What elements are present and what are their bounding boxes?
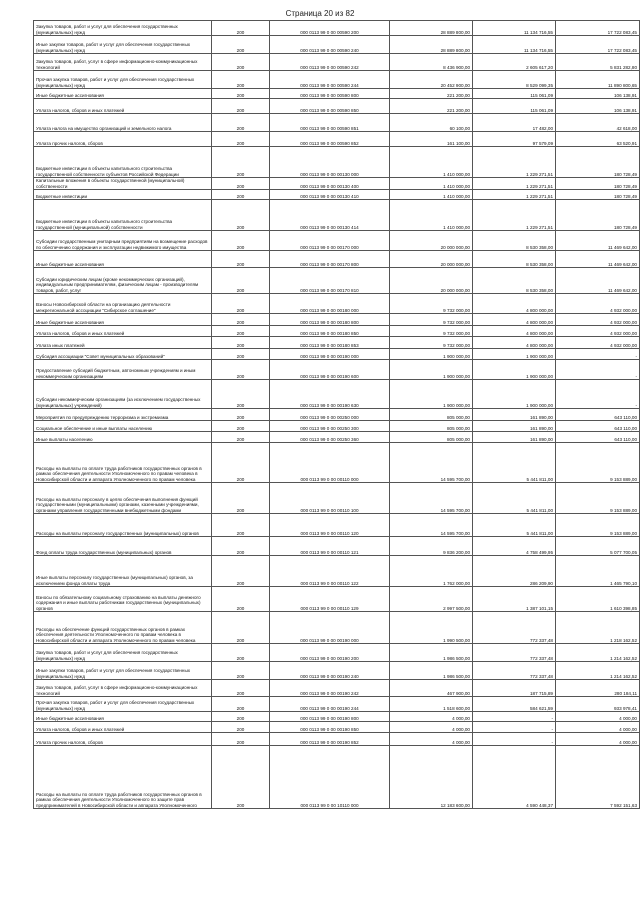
table-row [34,268,640,294]
expense-name-cell: Взносы по обязательному социальному страхованию на выплаты денежного содержания и иные выплаты работникам государственных (муниципальных) органов [34,587,212,612]
table-row [34,147,640,178]
table-row [34,443,640,483]
table-row [34,712,640,722]
line-code-cell: 200 [212,556,270,587]
executed-amount-cell: 772 337,48 [473,662,556,680]
budget-class-code-cell: 000 0113 99 0 00 10110 000 [270,746,390,809]
executed-amount-cell: 772 337,48 [473,644,556,662]
approved-amount-cell: 1 900 000,00 [390,349,473,360]
expense-name-cell: Закупка товаров, работ и услуг для обеспечения государственных (муниципальных) нужд [34,644,212,662]
executed-amount-cell: 584 621,59 [473,697,556,712]
remaining-amount-cell: 933 978,41 [556,697,640,712]
approved-amount-cell: 1 410 000,00 [390,200,473,231]
approved-amount-cell: 28 889 800,00 [390,21,473,36]
executed-amount-cell: 1 900 000,00 [473,349,556,360]
table-row [34,483,640,514]
remaining-amount-cell: 17 722 083,45 [556,21,640,36]
budget-class-code-cell: 000 0113 99 0 00 00590 242 [270,54,390,71]
budget-class-code-cell: 000 0113 99 0 00 00190 240 [270,662,390,680]
page-header: Страница 20 из 82 [285,9,355,18]
line-code-cell: 200 [212,421,270,432]
budget-class-code-cell: 000 0113 99 0 00 00590 851 [270,114,390,132]
remaining-amount-cell: 1 465 790,10 [556,556,640,587]
expense-name-cell: Уплата прочих налогов, сборов [34,733,212,746]
expense-name-cell: Фонд оплаты труда государственных (муниципальных) органов [34,537,212,556]
table-body [34,21,640,809]
line-code-cell: 200 [212,251,270,268]
executed-amount-cell: 11 134 716,55 [473,21,556,36]
line-code-cell: 200 [212,587,270,612]
approved-amount-cell: 1 410 000,00 [390,190,473,200]
expense-name-cell: Субсидии юридическим лицам (кроме некоммерческих организаций), индивидуальным предпринимателям, физическим лицам - производителям товаров, работ, услуг [34,268,212,294]
line-code-cell: 200 [212,178,270,190]
line-code-cell: 200 [212,514,270,537]
approved-amount-cell: 4 000,00 [390,712,473,722]
executed-amount-cell: 1 387 101,15 [473,587,556,612]
remaining-amount-cell: 1 214 162,52 [556,662,640,680]
table-row [34,514,640,537]
approved-amount-cell: 1 410 000,00 [390,178,473,190]
remaining-amount-cell: - [556,380,640,409]
approved-amount-cell: 1 986 500,00 [390,644,473,662]
line-code-cell: 200 [212,432,270,443]
expense-name-cell: Иные бюджетные ассигнования [34,251,212,268]
expense-name-cell: Иные закупки товаров, работ и услуг для обеспечения государственных (муниципальных) нужд [34,36,212,54]
executed-amount-cell: 161 890,00 [473,432,556,443]
remaining-amount-cell: 643 110,00 [556,421,640,432]
expense-name-cell: Капитальные вложения в объекты государственной (муниципальной) собственности [34,178,212,190]
executed-amount-cell: 4 590 448,37 [473,746,556,809]
remaining-amount-cell: 280 184,11 [556,680,640,697]
table-row [34,294,640,314]
remaining-amount-cell: 180 728,49 [556,147,640,178]
line-code-cell: 200 [212,114,270,132]
expense-name-cell: Закупка товаров, работ, услуг в сфере информационно-коммуникационных технологий [34,680,212,697]
executed-amount-cell: 4 800 000,00 [473,337,556,349]
approved-amount-cell: 1 990 500,00 [390,612,473,644]
table-row [34,421,640,432]
expense-name-cell: Бюджетные инвестиции в объекты капитального строительства государственной собственности субъектов Российской Федерации [34,147,212,178]
expense-name-cell: Субсидии государственным унитарным предприятиям на возмещение расходов по обеспечению содержания и эксплуатации недвижимого имущества [34,231,212,251]
executed-amount-cell: 115 061,09 [473,99,556,114]
approved-amount-cell: 805 000,00 [390,432,473,443]
remaining-amount-cell: - [556,360,640,380]
executed-amount-cell: 8 530 358,00 [473,251,556,268]
expense-name-cell: Иные бюджетные ассигнования [34,89,212,99]
remaining-amount-cell: 1 218 162,52 [556,612,640,644]
budget-class-code-cell: 000 0113 99 0 00 00190 600 [270,360,390,380]
expense-name-cell: Иные выплаты персоналу государственных (муниципальных) органов, за исключением фонда оплаты труда [34,556,212,587]
table-row [34,662,640,680]
executed-amount-cell: - [473,712,556,722]
remaining-amount-cell: 9 153 889,00 [556,514,640,537]
budget-class-code-cell: 000 0113 99 0 00 00190 850 [270,722,390,733]
expense-name-cell: Расходы на обеспечение функций государственных органов в рамках обеспечения деятельности Уполномоченного по правам человека в Новосибирской области и аппарата Уполномоченного по правам человека [34,612,212,644]
remaining-amount-cell: 4 000,00 [556,712,640,722]
remaining-amount-cell: 5 831 282,80 [556,54,640,71]
executed-amount-cell: 4 758 499,95 [473,537,556,556]
expense-name-cell: Закупка товаров, работ, услуг в сфере информационно-коммуникационных технологий [34,54,212,71]
remaining-amount-cell: 4 000,00 [556,722,640,733]
budget-class-code-cell: 000 0113 99 0 00 00110 129 [270,587,390,612]
budget-class-code-cell: 000 0113 99 0 00 00170 800 [270,251,390,268]
approved-amount-cell: 14 595 700,00 [390,443,473,483]
remaining-amount-cell: 180 728,49 [556,190,640,200]
approved-amount-cell: 9 732 000,00 [390,337,473,349]
line-code-cell: 200 [212,680,270,697]
table-row [34,587,640,612]
budget-class-code-cell: 000 0113 99 0 00 00590 200 [270,21,390,36]
table-row [34,89,640,99]
approved-amount-cell: 1 762 000,00 [390,556,473,587]
budget-class-code-cell: 000 0113 99 0 00 00170 000 [270,231,390,251]
budget-class-code-cell: 000 0113 99 0 00 00590 850 [270,99,390,114]
line-code-cell: 200 [212,662,270,680]
approved-amount-cell: 1 518 600,00 [390,697,473,712]
executed-amount-cell: 8 530 358,00 [473,268,556,294]
budget-class-code-cell: 000 0113 99 0 00 00190 800 [270,712,390,722]
remaining-amount-cell: 42 618,00 [556,114,640,132]
approved-amount-cell: 4 000,00 [390,733,473,746]
table-row [34,21,640,36]
line-code-cell: 200 [212,132,270,147]
executed-amount-cell: 4 800 000,00 [473,294,556,314]
budget-class-code-cell: 000 0113 99 0 00 00130 414 [270,200,390,231]
line-code-cell: 200 [212,71,270,89]
budget-class-code-cell: 000 0113 99 0 00 00170 810 [270,268,390,294]
remaining-amount-cell: 7 592 151,63 [556,746,640,809]
line-code-cell: 200 [212,360,270,380]
expense-name-cell: Уплата налогов, сборов и иных платежей [34,326,212,337]
table-row [34,231,640,251]
approved-amount-cell: 4 000,00 [390,722,473,733]
budget-class-code-cell: 000 0113 99 0 00 00180 800 [270,314,390,326]
approved-amount-cell: 467 900,00 [390,680,473,697]
line-code-cell: 200 [212,294,270,314]
approved-amount-cell: 8 436 900,00 [390,54,473,71]
budget-class-code-cell: 000 0113 99 0 00 00190 852 [270,733,390,746]
table-row [34,251,640,268]
table-row [34,337,640,349]
expense-name-cell: Уплата прочих налогов, сборов [34,132,212,147]
expense-name-cell: Уплата иных платежей [34,337,212,349]
budget-class-code-cell: 000 0113 99 0 00 00190 244 [270,697,390,712]
line-code-cell: 200 [212,409,270,421]
expense-name-cell: Иные выплаты населению [34,432,212,443]
remaining-amount-cell: 4 932 000,00 [556,337,640,349]
budget-class-code-cell: 000 0113 99 0 00 00130 410 [270,190,390,200]
expense-name-cell: Уплата налогов, сборов и иных платежей [34,722,212,733]
budget-class-code-cell: 000 0113 99 0 00 00110 000 [270,443,390,483]
table-row [34,556,640,587]
line-code-cell: 200 [212,337,270,349]
approved-amount-cell: 60 100,00 [390,114,473,132]
budget-class-code-cell: 000 0113 99 0 00 00250 000 [270,409,390,421]
budget-class-code-cell: 000 0113 99 0 00 00180 000 [270,294,390,314]
executed-amount-cell: 772 337,48 [473,612,556,644]
budget-class-code-cell: 000 0113 99 0 00 00130 000 [270,147,390,178]
line-code-cell: 200 [212,54,270,71]
line-code-cell: 200 [212,697,270,712]
executed-amount-cell: 1 229 271,51 [473,190,556,200]
budget-class-code-cell: 000 0113 99 0 00 00250 360 [270,432,390,443]
remaining-amount-cell: 17 722 083,45 [556,36,640,54]
approved-amount-cell: 1 900 000,00 [390,380,473,409]
remaining-amount-cell: 11 469 642,00 [556,268,640,294]
expense-name-cell: Взносы Новосибирской области на организацию деятельности межрегиональной ассоциации "Сибирское соглашение" [34,294,212,314]
approved-amount-cell: 20 000 000,00 [390,231,473,251]
table-row [34,132,640,147]
expense-name-cell: Расходы на выплаты персоналу в целях обеспечения выполнения функций государственными (муниципальными) органами, казенными учреждениями, органами управления государственными внебюджетными фондами [34,483,212,514]
remaining-amount-cell: 180 728,49 [556,200,640,231]
approved-amount-cell: 14 595 700,00 [390,483,473,514]
table-row [34,432,640,443]
budget-class-code-cell: 000 0113 99 0 00 00190 000 [270,612,390,644]
table-row [34,314,640,326]
expense-name-cell: Уплата налога на имущество организаций и земельного налога [34,114,212,132]
executed-amount-cell: 2 605 617,20 [473,54,556,71]
executed-amount-cell: 1 900 000,00 [473,380,556,409]
approved-amount-cell: 9 732 000,00 [390,326,473,337]
executed-amount-cell: 5 441 811,00 [473,483,556,514]
remaining-amount-cell: 4 932 000,00 [556,294,640,314]
line-code-cell: 200 [212,231,270,251]
table-row [34,537,640,556]
table-row [34,36,640,54]
expense-name-cell: Прочая закупка товаров, работ и услуг для обеспечения государственных (муниципальных) нужд [34,71,212,89]
remaining-amount-cell: 4 000,00 [556,733,640,746]
budget-class-code-cell: 000 0113 99 0 00 00590 800 [270,89,390,99]
table-row [34,326,640,337]
expense-name-cell: Иные бюджетные ассигнования [34,712,212,722]
budget-class-code-cell: 000 0113 99 0 00 00190 242 [270,680,390,697]
expense-name-cell: Иные закупки товаров, работ и услуг для обеспечения государственных (муниципальных) нужд [34,662,212,680]
expense-name-cell: Бюджетные инвестиции в объекты капитального строительства государственной (муниципальной) собственности [34,200,212,231]
line-code-cell: 200 [212,268,270,294]
executed-amount-cell: 161 890,00 [473,409,556,421]
table-row [34,746,640,809]
budget-class-code-cell: 000 0113 99 0 00 00180 853 [270,337,390,349]
executed-amount-cell: 1 229 271,51 [473,178,556,190]
budget-class-code-cell: 000 0113 99 0 00 00590 240 [270,36,390,54]
approved-amount-cell: 2 997 500,00 [390,587,473,612]
executed-amount-cell: 1 229 271,51 [473,200,556,231]
line-code-cell: 200 [212,644,270,662]
approved-amount-cell: 221 200,00 [390,89,473,99]
executed-amount-cell: 1 900 000,00 [473,360,556,380]
expense-name-cell: Расходы на выплаты по оплате труда работников государственных органов в рамках обеспечения деятельности Уполномоченного по правам человека в Новосибирской области и аппарата Уполномоченного по правам человека [34,443,212,483]
executed-amount-cell: 4 800 000,00 [473,314,556,326]
budget-class-code-cell: 000 0113 99 0 00 00180 850 [270,326,390,337]
expense-name-cell: Расходы на выплаты персоналу государственных (муниципальных) органов [34,514,212,537]
executed-amount-cell: 161 890,00 [473,421,556,432]
executed-amount-cell: 11 134 716,55 [473,36,556,54]
approved-amount-cell: 9 836 200,00 [390,537,473,556]
line-code-cell: 200 [212,380,270,409]
executed-amount-cell: 8 530 358,00 [473,231,556,251]
remaining-amount-cell: 1 610 398,85 [556,587,640,612]
budget-class-code-cell: 000 0113 99 0 00 00110 121 [270,537,390,556]
line-code-cell: 200 [212,537,270,556]
table-row [34,612,640,644]
line-code-cell: 200 [212,21,270,36]
line-code-cell: 200 [212,722,270,733]
table-row [34,360,640,380]
line-code-cell: 200 [212,349,270,360]
executed-amount-cell: 187 715,89 [473,680,556,697]
budget-class-code-cell: 000 0113 99 0 00 00130 400 [270,178,390,190]
remaining-amount-cell: 4 932 000,00 [556,314,640,326]
approved-amount-cell: 9 732 000,00 [390,314,473,326]
budget-class-code-cell: 000 0113 99 0 00 00190 000 [270,349,390,360]
approved-amount-cell: 28 889 800,00 [390,36,473,54]
remaining-amount-cell: 9 153 889,00 [556,483,640,514]
line-code-cell: 200 [212,612,270,644]
remaining-amount-cell: 9 153 889,00 [556,443,640,483]
budget-class-code-cell: 000 0113 99 0 00 00250 300 [270,421,390,432]
approved-amount-cell: 14 595 700,00 [390,514,473,537]
line-code-cell: 200 [212,483,270,514]
remaining-amount-cell: - [556,349,640,360]
executed-amount-cell: 5 441 811,00 [473,443,556,483]
approved-amount-cell: 12 183 600,00 [390,746,473,809]
expense-name-cell: Мероприятия по предупреждению терроризма и экстремизма [34,409,212,421]
expense-name-cell: Закупка товаров, работ и услуг для обеспечения государственных (муниципальных) нужд [34,21,212,36]
budget-class-code-cell: 000 0113 99 0 00 00190 200 [270,644,390,662]
table-row [34,200,640,231]
remaining-amount-cell: 106 138,91 [556,99,640,114]
table-row [34,722,640,733]
table-row [34,114,640,132]
line-code-cell: 200 [212,314,270,326]
remaining-amount-cell: 11 890 800,65 [556,71,640,89]
approved-amount-cell: 9 732 000,00 [390,294,473,314]
expense-name-cell: Бюджетные инвестиции [34,190,212,200]
approved-amount-cell: 1 900 000,00 [390,360,473,380]
table-row [34,190,640,200]
table-row [34,71,640,89]
table-row [34,733,640,746]
executed-amount-cell: 8 529 099,35 [473,71,556,89]
executed-amount-cell: 97 579,09 [473,132,556,147]
remaining-amount-cell: 11 469 642,00 [556,231,640,251]
expense-name-cell: Иные бюджетные ассигнования [34,314,212,326]
line-code-cell: 200 [212,89,270,99]
table-row [34,409,640,421]
expense-name-cell: Субсидия ассоциации "Совет муниципальных образований" [34,349,212,360]
budget-class-code-cell: 000 0113 99 0 00 00110 100 [270,483,390,514]
executed-amount-cell: - [473,733,556,746]
line-code-cell: 200 [212,733,270,746]
table-row [34,697,640,712]
line-code-cell: 200 [212,326,270,337]
approved-amount-cell: 20 000 000,00 [390,251,473,268]
remaining-amount-cell: 63 520,91 [556,132,640,147]
line-code-cell: 200 [212,746,270,809]
budget-class-code-cell: 000 0113 99 0 00 00190 630 [270,380,390,409]
line-code-cell: 200 [212,190,270,200]
executed-amount-cell: 17 482,00 [473,114,556,132]
budget-class-code-cell: 000 0113 99 0 00 00110 122 [270,556,390,587]
approved-amount-cell: 161 100,00 [390,132,473,147]
remaining-amount-cell: 643 110,00 [556,409,640,421]
table-row [34,99,640,114]
approved-amount-cell: 805 000,00 [390,421,473,432]
executed-amount-cell: - [473,722,556,733]
approved-amount-cell: 221 200,00 [390,99,473,114]
budget-class-code-cell: 000 0113 99 0 00 00590 852 [270,132,390,147]
remaining-amount-cell: 643 110,00 [556,432,640,443]
table-row [34,380,640,409]
approved-amount-cell: 20 000 000,00 [390,268,473,294]
line-code-cell: 200 [212,443,270,483]
expense-name-cell: Прочая закупка товаров, работ и услуг для обеспечения государственных (муниципальных) нужд [34,697,212,712]
expense-name-cell: Субсидии некоммерческим организациям (за исключением государственных (муниципальных) учреждений) [34,380,212,409]
approved-amount-cell: 805 000,00 [390,409,473,421]
remaining-amount-cell: 4 932 000,00 [556,326,640,337]
line-code-cell: 200 [212,200,270,231]
remaining-amount-cell: 180 728,49 [556,178,640,190]
executed-amount-cell: 286 209,90 [473,556,556,587]
remaining-amount-cell: 11 469 642,00 [556,251,640,268]
table-row [34,54,640,71]
remaining-amount-cell: 1 214 162,52 [556,644,640,662]
line-code-cell: 200 [212,712,270,722]
approved-amount-cell: 1 986 500,00 [390,662,473,680]
approved-amount-cell: 1 410 000,00 [390,147,473,178]
remaining-amount-cell: 5 077 700,05 [556,537,640,556]
remaining-amount-cell: 106 138,91 [556,89,640,99]
approved-amount-cell: 20 452 900,00 [390,71,473,89]
table-row [34,680,640,697]
line-code-cell: 200 [212,99,270,114]
table-row [34,178,640,190]
line-code-cell: 200 [212,36,270,54]
budget-class-code-cell: 000 0113 99 0 00 00110 120 [270,514,390,537]
budget-execution-table [33,20,640,809]
executed-amount-cell: 1 229 271,51 [473,147,556,178]
table-row [34,644,640,662]
budget-class-code-cell: 000 0113 99 0 00 00590 244 [270,71,390,89]
table-row [34,349,640,360]
executed-amount-cell: 4 800 000,00 [473,326,556,337]
expense-name-cell: Уплата налогов, сборов и иных платежей [34,99,212,114]
line-code-cell: 200 [212,147,270,178]
expense-name-cell: Социальное обеспечение и иные выплаты населению [34,421,212,432]
expense-name-cell: Расходы на выплаты по оплате труда работников государственных органов в рамках обеспечения деятельности Уполномоченного по защите прав предпринимателей в Новосибирской области и аппарата Уполномоченного [34,746,212,809]
executed-amount-cell: 115 061,09 [473,89,556,99]
executed-amount-cell: 5 441 811,00 [473,514,556,537]
expense-name-cell: Предоставление субсидий бюджетным, автономным учреждениям и иным некоммерческим организациям [34,360,212,380]
